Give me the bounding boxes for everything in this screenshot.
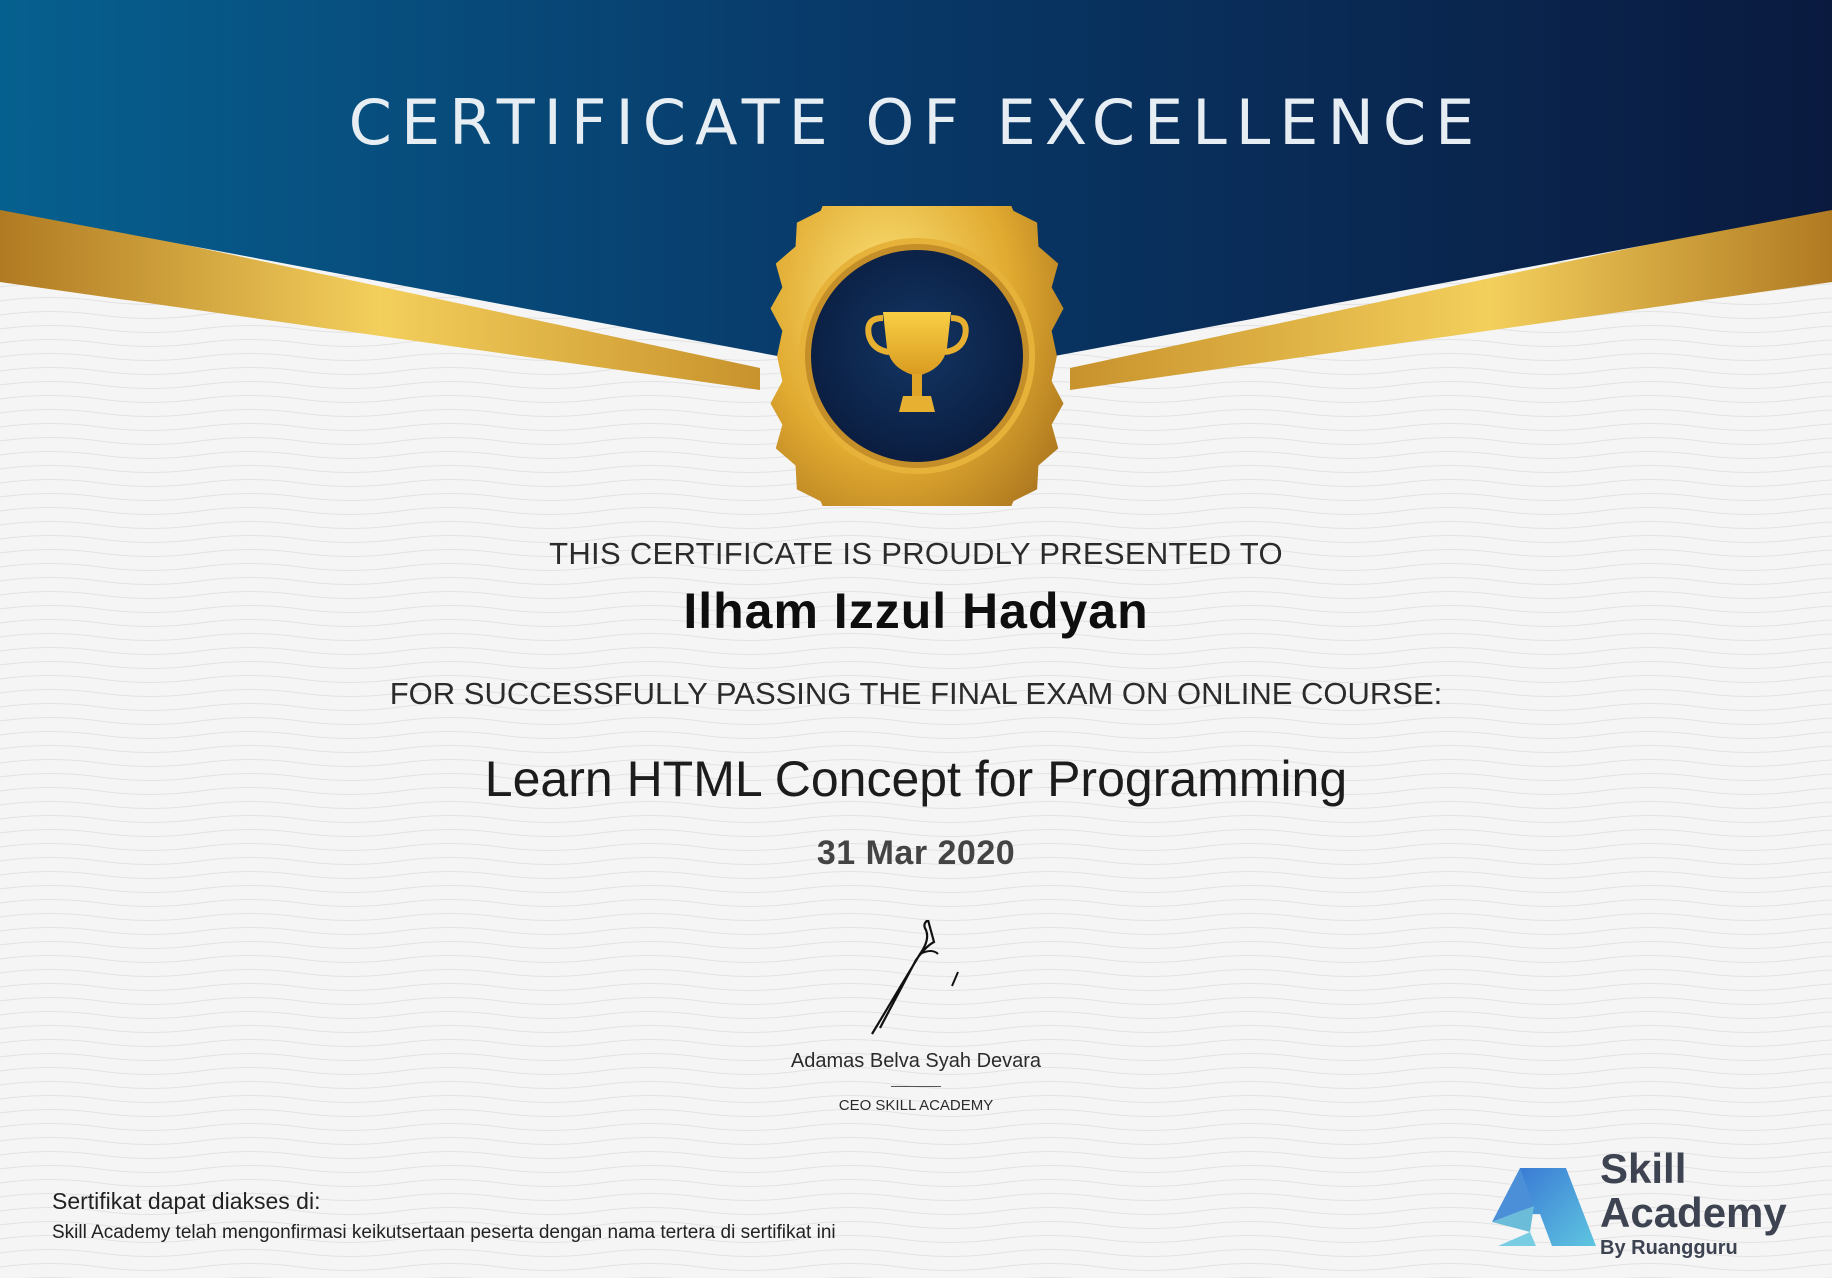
skill-academy-logo-icon <box>1490 1166 1598 1250</box>
skill-academy-logo <box>1490 1145 1820 1260</box>
signatory-role: CEO SKILL ACADEMY <box>838 1097 994 1114</box>
brand-sub: By Ruangguru <box>1600 1237 1738 1259</box>
reason-label: FOR SUCCESSFULLY PASSING THE FINAL EXAM ON ONLINE COURSE: <box>389 676 1443 711</box>
trophy-icon <box>767 206 1067 506</box>
recipient-name: Ilham Izzul Hadyan <box>683 583 1149 639</box>
course-name: Learn HTML Concept for Programming <box>484 751 1348 807</box>
brand-name-line1: Skill <box>1600 1145 1687 1192</box>
signature-image <box>860 920 970 1040</box>
presented-to-label: THIS CERTIFICATE IS PROUDLY PRESENTED TO <box>549 536 1283 571</box>
brand-name-line2: Academy <box>1600 1189 1787 1236</box>
access-note: Skill Academy telah mengonfirmasi keikutsertaan peserta dengan nama tertera di sertifikat ini <box>52 1222 836 1243</box>
certificate-title: CERTIFICATE OF EXCELLENCE <box>348 86 1484 159</box>
signature-divider <box>891 1086 941 1087</box>
certificate-date: 31 Mar 2020 <box>816 834 1016 872</box>
access-title: Sertifikat dapat diakses di: <box>52 1188 321 1214</box>
signatory-name: Adamas Belva Syah Devara <box>790 1050 1042 1072</box>
